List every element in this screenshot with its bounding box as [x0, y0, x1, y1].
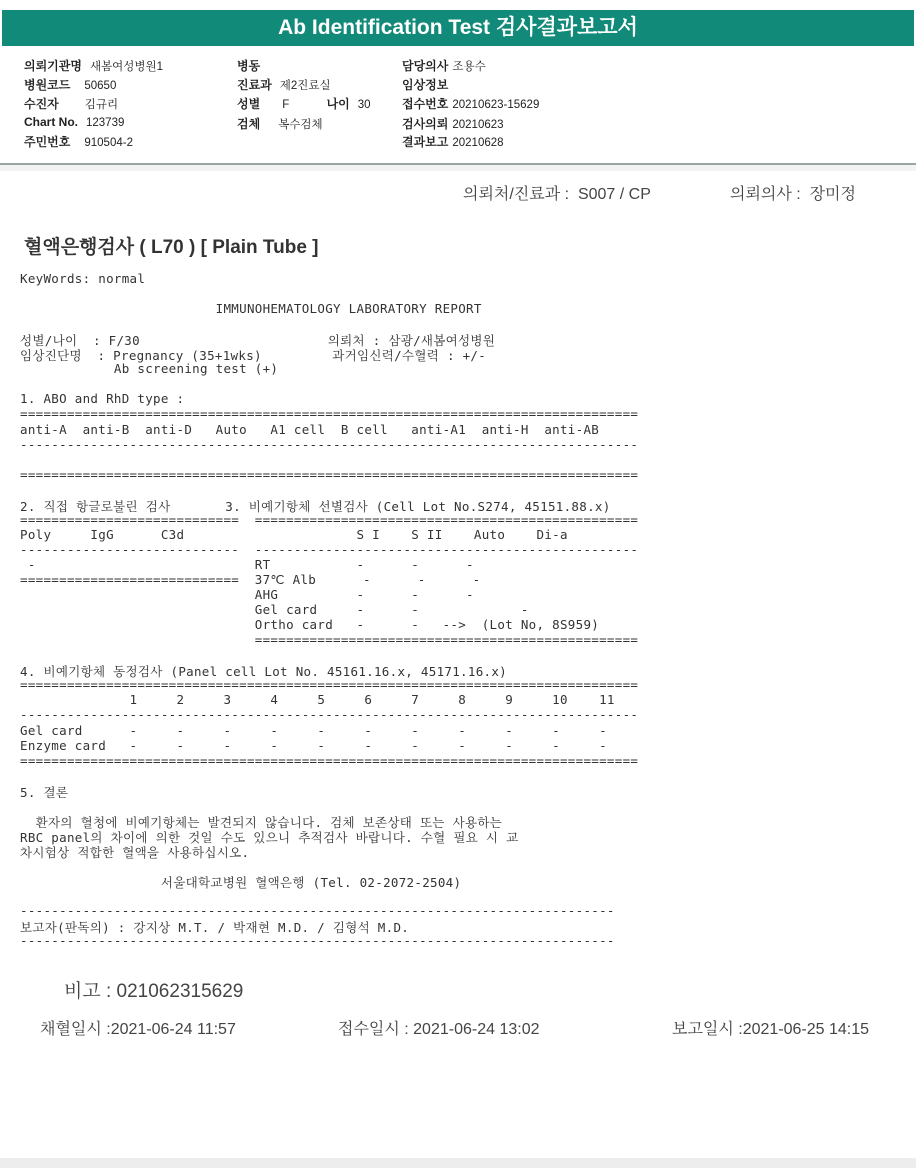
report-line: Ab screening test (+) [20, 361, 279, 377]
header-receipt-no: 접수번호 20210623-15629 [402, 97, 540, 111]
header-specimen: 검체 복수검체 [237, 117, 323, 131]
report-line: =============================================================================== [20, 466, 639, 482]
header-hospital-code: 병원코드 50650 [24, 78, 117, 92]
report-line: 임상진단명 : Pregnancy (35+1wks) 과거임신력/수혈력 : +/- [20, 348, 487, 364]
report-line: =============================================================================== [20, 677, 639, 693]
header-chart-no: Chart No. 123739 [24, 115, 125, 129]
header-patient: 수진자 김규리 [24, 97, 119, 111]
header-resident-no: 주민번호 910504-2 [24, 135, 133, 149]
report-line: anti-A anti-B anti-D Auto A1 cell B cell anti-A1 anti-H anti-AB [20, 421, 600, 437]
collected-datetime: 채혈일시 :2021-06-24 11:57 [40, 1021, 236, 1038]
report-line: 1. ABO and RhD type : [20, 391, 185, 407]
request-doctor: 의뢰의사 : 장미정 [730, 186, 856, 203]
header-request-date: 검사의뢰 20210623 [402, 117, 504, 131]
header-doctor: 담당의사 조용수 [402, 59, 486, 73]
report-line: AHG - - - [20, 587, 474, 603]
report-line: RBC panel의 차이에 의한 것일 수도 있으니 추적검사 바랍니다. 수혈 필요 시 교 [20, 829, 519, 845]
report-line: KeyWords: normal [20, 271, 146, 286]
report-line: Poly IgG C3d S I S II Auto Di-a [20, 526, 568, 542]
report-line: Ortho card - - --> (Lot No, 8S959) [20, 617, 600, 633]
report-line: ------------------------------------------------------------------------------- [20, 707, 639, 723]
report-line: 4. 비예기항체 동정검사 (Panel cell Lot No. 45161.16.x, 45171.16.x) [20, 664, 508, 680]
received-datetime: 접수일시 : 2021-06-24 13:02 [338, 1021, 540, 1038]
report-line: - RT - - - [20, 556, 474, 572]
header-separator-band [0, 165, 916, 171]
header-dept: 진료과 제2진료실 [237, 78, 331, 92]
header-ward: 병동 [237, 59, 261, 73]
report-line: Enzyme card - - - - - - - - - - - [20, 737, 607, 753]
report-line: =============================================================================== [20, 406, 639, 422]
report-line: 서울대학교병원 혈액은행 (Tel. 02-2072-2504) [20, 875, 462, 890]
section-title: 혈액은행검사 ( L70 ) [ Plain Tube ] [24, 237, 319, 258]
report-line: IMMUNOHEMATOLOGY LABORATORY REPORT [20, 301, 482, 317]
report-line: ------------------------------------------------------------------------------- [20, 436, 639, 452]
report-title: Ab Identification Test 검사결과보고서 [2, 10, 914, 46]
report-line: ---------------------------- ------------------------------------------------- [20, 541, 639, 557]
report-line: 환자의 혈청에 비예기항체는 발견되지 않습니다. 검체 보존상태 또는 사용하는 [20, 814, 503, 830]
report-line: 2. 직접 항글로불린 검사 3. 비예기항체 선별검사 (Cell Lot No.S274, 45151.88.x) [20, 498, 611, 514]
report-line: ================================================= [20, 632, 639, 648]
report-line: 보고자(판독의) : 강지상 M.T. / 박재현 M.D. / 김형석 M.D. [20, 920, 410, 936]
report-line: Gel card - - - - - - - - - - - [20, 722, 607, 738]
report-line: 1 2 3 4 5 6 7 8 9 10 11 [20, 692, 615, 708]
remark: 비고 : 021062315629 [64, 981, 244, 1002]
report-line: ============================ ================================================= [20, 511, 639, 527]
request-dept: 의뢰처/진료과 : S007 / CP [463, 186, 651, 203]
report-line: 차시험상 적합한 혈액을 사용하십시오. [20, 844, 250, 860]
report-line: ---------------------------------------------------------------------------- [20, 903, 615, 919]
header-clinical-info: 임상정보 [402, 78, 449, 92]
report-line: ============================ 37℃ Alb - - - [20, 572, 481, 587]
report-line: 5. 결론 [20, 784, 69, 800]
report-line: 성별/나이 : F/30 의뢰처 : 삼광/새봄여성병원 [20, 333, 496, 349]
reported-datetime: 보고일시 :2021-06-25 14:15 [672, 1021, 870, 1038]
report-line: ---------------------------------------------------------------------------- [20, 933, 615, 949]
report-line: Gel card - - - [20, 602, 529, 618]
header-hospital: 의뢰기관명 새봄여성병원1 [24, 59, 164, 73]
header-sex-age: 성별 F 나이 30 [237, 97, 371, 111]
header-report-date: 결과보고 20210628 [402, 135, 504, 149]
report-line: =============================================================================== [20, 752, 639, 768]
